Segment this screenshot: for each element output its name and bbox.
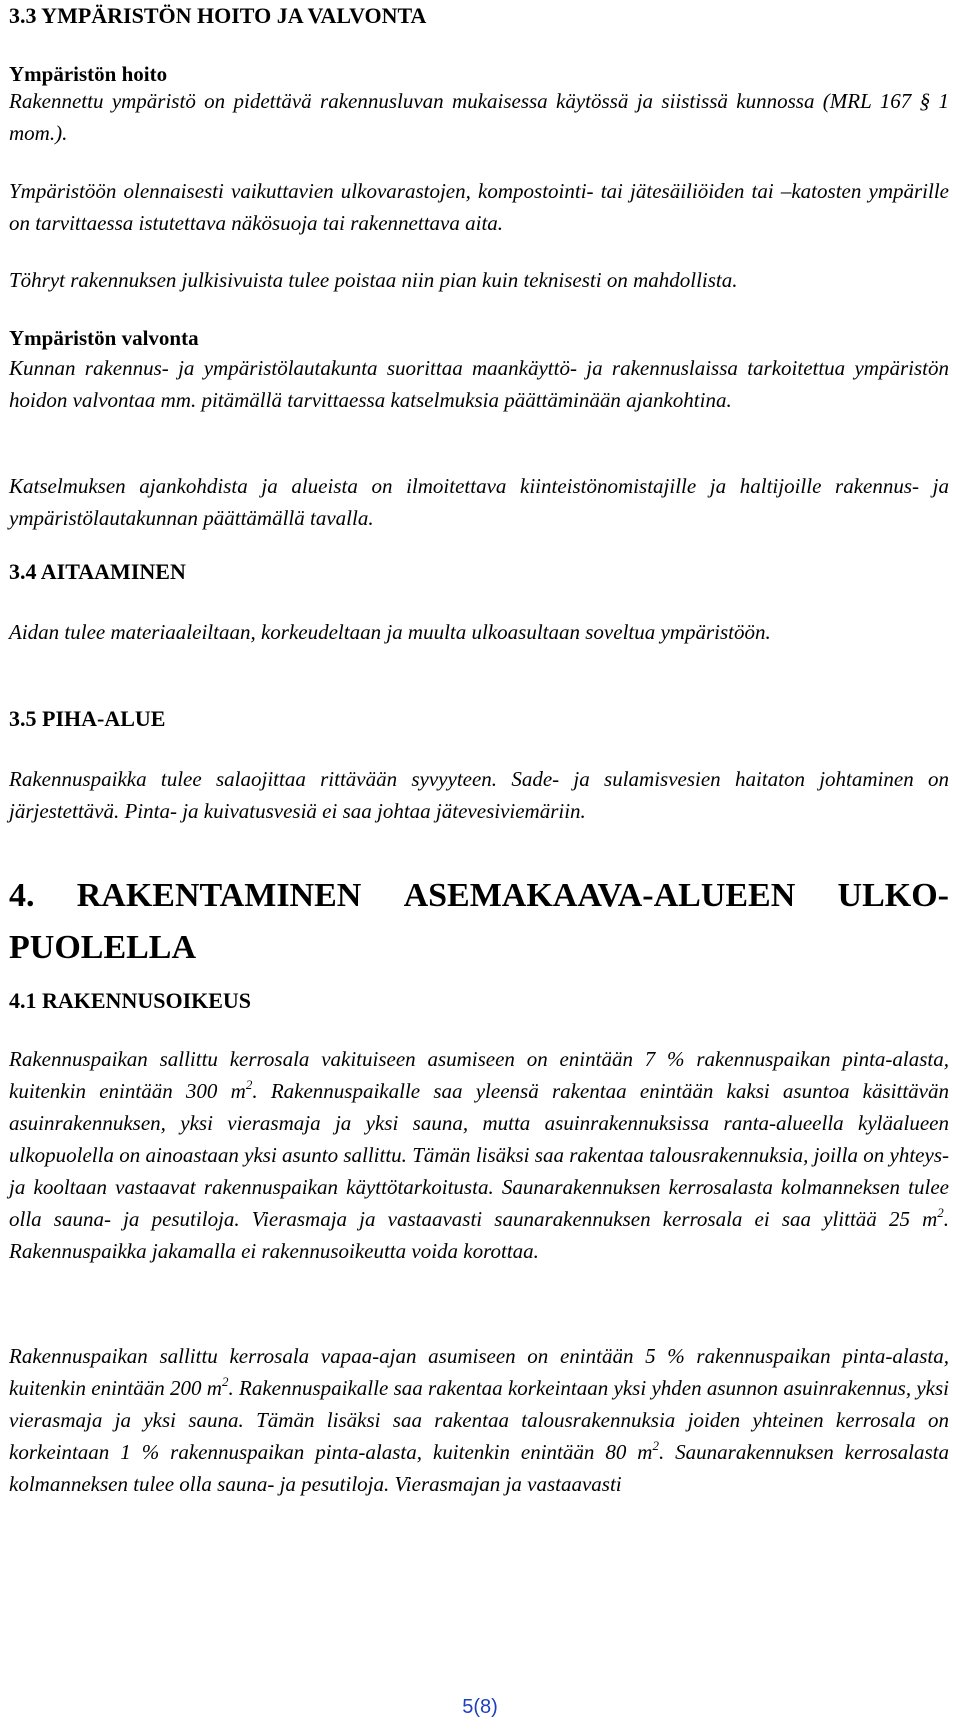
page-number: 5(8) bbox=[462, 1696, 498, 1718]
section-4-title-line-2: PUOLELLA bbox=[9, 929, 197, 966]
valvonta-heading: Ympäristön valvonta bbox=[9, 326, 199, 350]
section-4-title-word-4: ULKO- bbox=[837, 877, 949, 914]
section-4-title bbox=[9, 870, 949, 974]
hoito-paragraph-3: Töhryt rakennuksen julkisivuista tulee poistaa niin pian kuin teknisesti on mahdollista. bbox=[9, 268, 738, 292]
valvonta-paragraph-1: Kunnan rakennus- ja ympäristölautakunta suorittaa maankäyttö- ja rakennuslaissa tarkoitettua ympäristön hoidon valvontaa mm. pitämällä tarvittaessa katselmuksia päättäminään ajankohtina. bbox=[9, 356, 949, 412]
rakennusoikeus-paragraph-1: Rakennuspaikan sallittu kerrosala vakituiseen asumiseen on enintään 7 % rakennuspaikan pinta-alasta, kuitenkin enintään 300 $m^2$. Rakennuspaikalle saa yleensä rakentaa enintään kaksi asuntoa käsittävän asuinrakennuksen, yksi vierasmaja ja yksi sauna, mutta asuinrakennuksissa ranta-alueella kyläalueen ulkopuolella on ainoastaan yksi asunto sallittu. Tämän lisäksi saa rakentaa talousrakennuksia, joilla on yhteys- ja kooltaan vastaavat rakennuspaikan käyttötarkoitusta. Saunarakennuksen kerrosalasta kolmanneksen tulee olla sauna- ja pesutiloja. Vierasmaja ja vastaavasti saunarakennuksen kerrosala ei saa ylittää 25 $m^2$. Rakennuspaikka jakamalla ei rakennusoikeutta voida korottaa. bbox=[9, 1047, 949, 1263]
section-3-4-title: 3.4 AITAAMINEN bbox=[9, 559, 186, 584]
hoito-heading: Ympäristön hoito bbox=[9, 62, 168, 86]
section-4-title-word-1: 4. bbox=[9, 877, 35, 914]
valvonta-paragraph-2: Katselmuksen ajankohdista ja alueista on ilmoitettava kiinteistönomistajille ja haltijoille rakennus- ja ympäristölautakunnan päättämällä tavalla. bbox=[9, 474, 949, 530]
section-3-3-title: 3.3 YMPÄRISTÖN HOITO JA VALVONTA bbox=[9, 3, 427, 28]
section-4-title-word-2: RAKENTAMINEN bbox=[76, 877, 362, 914]
hoito-paragraph-2: Ympäristöön olennaisesti vaikuttavien ulkovarastojen, kompostointi- tai jätesäiliöiden tai –katosten ympärille on tarvittaessa istutettava näkösuoja tai rakennettava aita. bbox=[9, 179, 949, 235]
piha-alue-paragraph: Rakennuspaikka tulee salaojittaa rittävään syvyyteen. Sade- ja sulamisvesien haitaton johtaminen on järjestettävä. Pinta- ja kuivatusvesiä ei saa johtaa jätevesiviemäriin. bbox=[9, 767, 949, 823]
hoito-paragraph-1: Rakennettu ympäristö on pidettävä rakennusluvan mukaisessa käytössä ja siistissä kunnossa (MRL 167 § 1 mom.). bbox=[9, 89, 949, 145]
section-3-5-title: 3.5 PIHA-ALUE bbox=[9, 706, 166, 731]
section-4-1-title: 4.1 RAKENNUSOIKEUS bbox=[9, 988, 252, 1013]
rakennusoikeus-paragraph-2: Rakennuspaikan sallittu kerrosala vapaa-ajan asumiseen on enintään 5 % rakennuspaikan pinta-alasta, kuitenkin enintään 200 $m^2$. Rakennuspaikalle saa rakentaa korkeintaan yksi yhden asunnon asuinrakennus, yksi vierasmaja ja yksi sauna. Tämän lisäksi saa rakentaa talousrakennuksia joiden yhteinen kerrosala on korkeintaan 1 % rakennuspaikan pinta-alasta, kuitenkin enintään 80 $m^2$. Saunarakennuksen kerrosalasta kolmanneksen tulee olla sauna- ja pesutiloja. Vierasmajan ja vastaavasti bbox=[9, 1344, 950, 1496]
aitaaminen-paragraph: Aidan tulee materiaaleiltaan, korkeudeltaan ja muulta ulkoasultaan soveltua ympäristöön. bbox=[9, 620, 771, 644]
section-4-title-word-3: ASEMAKAAVA-ALUEEN bbox=[403, 877, 796, 914]
